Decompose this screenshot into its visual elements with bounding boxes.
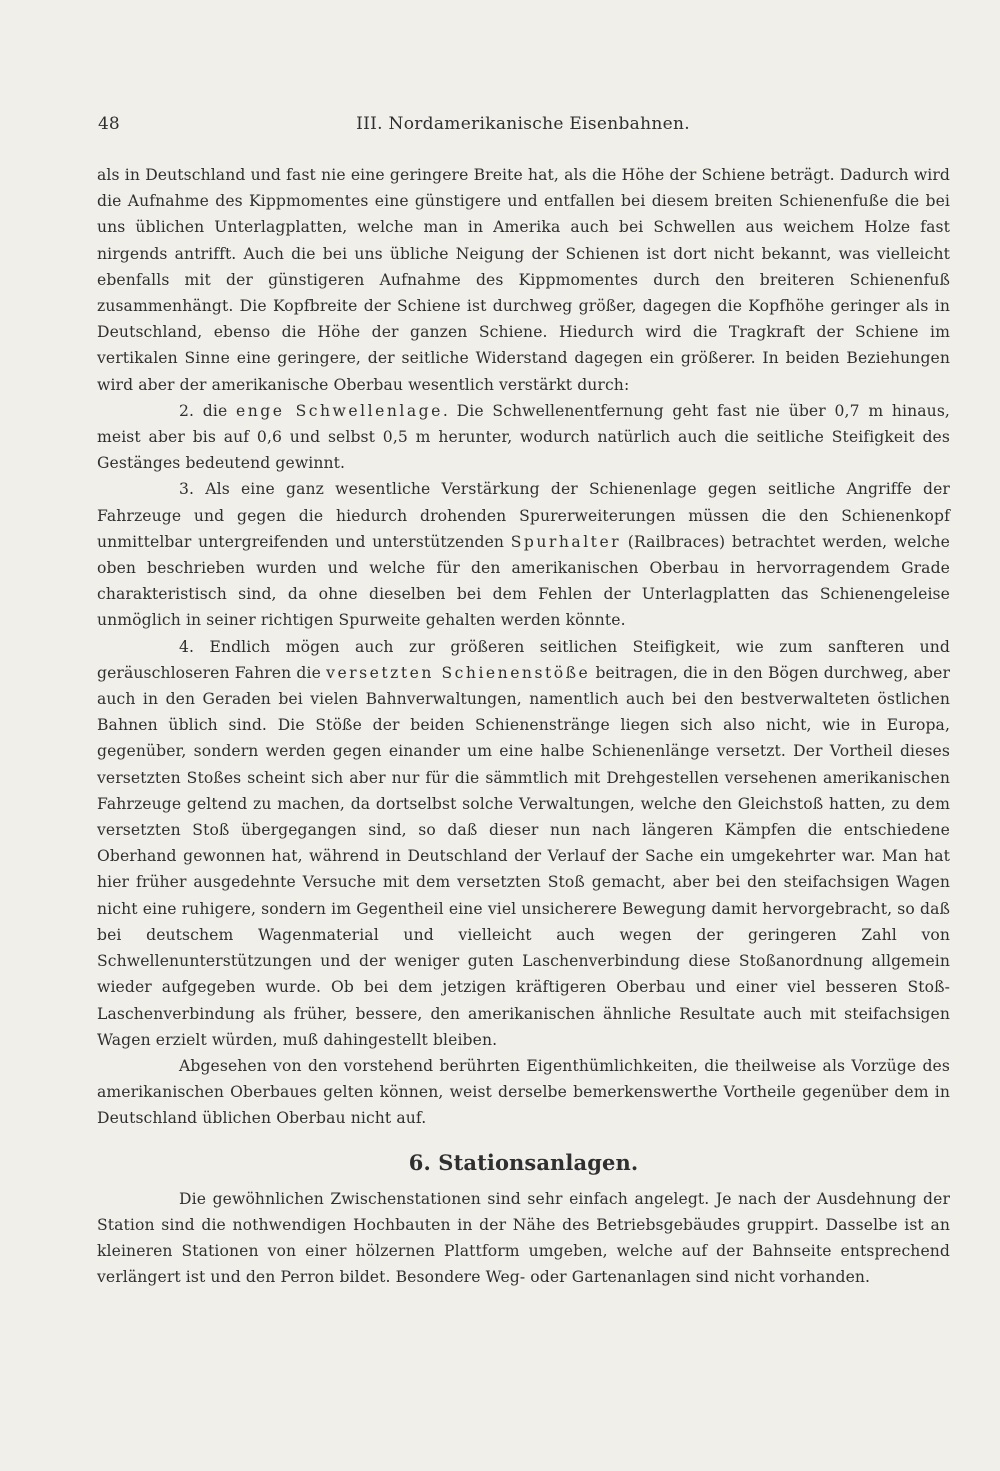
emphasis-spaced-text: enge Schwellenlage <box>236 401 443 420</box>
paragraph-point-2 <box>97 398 950 477</box>
paragraph-text: Abgesehen von den vorstehend berührten Eigenthümlichkeiten, die theilweise als Vorzüge des amerikanischen Oberbaues gelten können, weist derselbe bemerkenswerthe Vortheile gegenüber dem in Deutschland üblichen Oberbau nicht auf. <box>97 1056 950 1128</box>
paragraph-text: 3. Als eine ganz wesentliche Verstärkung der Schienenlage gegen seitliche Angriffe der Fahrzeuge und gegen die hiedurch drohenden Spurerweiterungen müssen die den Schienenkopf unmittelbar untergreifenden und unterstützenden <box>97 480 950 551</box>
paragraph-text: 2. die <box>179 401 236 420</box>
paragraph-stations <box>97 1186 950 1291</box>
emphasis-spaced-text: Spurhalter <box>510 532 622 551</box>
paragraph-text: . Die Schwellenentfernung geht fast nie über 0,7 m hinaus, meist aber bis auf 0,6 und selbst 0,5 m herunter, wodurch natürlich auch die seitliche Steifigkeit des Gestänges bedeutend gewinnt. <box>97 401 950 473</box>
section-heading: 6. Stationsanlagen. <box>408 1149 639 1175</box>
paragraph-text: als in Deutschland und fast nie eine geringere Breite hat, als die Höhe der Schiene beträgt. Dadurch wird die Aufnahme des Kippmomentes eine günstigere und entfallen bei diesem breiten Schienenfuße die bei uns üblichen Unterlagplatten, welche man in Amerika auch bei Schwellen aus weichem Holze fast nirgends antrifft. Auch die bei uns übliche Neigung der Schienen ist dort nicht bekannt, was vielleicht ebenfalls mit der günstigeren Aufnahme des Kippmomentes durch den breiteren Schienenfuß zusammenhängt. Die Kopfbreite der Schiene ist durchweg größer, dagegen die Kopfhöhe geringer als in Deutschland, ebenso die Höhe der ganzen Schiene. Hiedurch wird die Tragkraft der Schiene im vertikalen Sinne eine geringere, der seitliche Widerstand dagegen ein größerer. In beiden Beziehungen wird aber der amerikanische Oberbau wesentlich verstärkt durch: <box>97 166 950 394</box>
paragraph-text: beitragen, die in den Bögen durchweg, aber auch in den Geraden bei vielen Bahnverwaltungen, namentlich auch bei den bestverwalteten östlichen Bahnen üblich sind. Die Stöße der beiden Schienenstränge liegen sich also nicht, wie in Europa, gegenüber, sondern werden gegen einander um eine halbe Schienenlänge versetzt. Der Vortheil dieses versetzten Stoßes scheint sich aber nur für die sämmtlich mit Drehgestellen versehenen amerikanischen Fahrzeuge geltend zu machen, da dortselbst solche Verwaltungen, welche den Gleichstoß hatten, zu dem versetzten Stoß übergegangen sind, so daß dieser nun nach längeren Kämpfen die entschiedene Oberhand gewonnen hat, während in Deutschland der Verlauf der Sache ein umgekehrter war. Man hat hier früher ausgedehnte Versuche mit dem versetzten Stoß gemacht, aber bei den steifachsigen Wagen nicht eine ruhigere, sondern im Gegentheil eine viel unsicherere Bewegung damit hervorgebracht, so daß bei deutschem Wagenmaterial und vielleicht auch wegen der geringeren Zahl von Schwellenunterstützungen und der weniger guten Laschenverbindung diese Stoßanordnung allgemein wieder aufgegeben wurde. Ob bei dem jetzigen kräftigeren Oberbau und einer viel besseren Stoß-Laschenverbindung als früher, bessere, den amerikanischen ähnliche Resultate auch mit steifachsigen Wagen erzielt würden, muß dahingestellt bleiben. <box>97 663 950 1049</box>
page-number: 48 <box>98 114 120 134</box>
page-header <box>98 114 948 140</box>
paragraph-continuation <box>97 162 950 398</box>
paragraph-point-3 <box>97 476 950 633</box>
paragraph-point-4 <box>97 634 950 1053</box>
paragraph-summary <box>97 1053 950 1132</box>
paragraph-text: Die gewöhnlichen Zwischenstationen sind sehr einfach angelegt. Je nach der Ausdehnung der Station sind die nothwendigen Hochbauten in der Nähe des Betriebsgebäudes gruppirt. Dasselbe ist an kleineren Stationen von einer hölzernen Plattform umgeben, welche auf der Bahnseite entsprechend verlängert ist und den Perron bildet. Besondere Weg- oder Gartenanlagen sind nicht vorhanden. <box>97 1189 950 1287</box>
emphasis-spaced-text: versetzten Schienenstöße <box>326 663 591 682</box>
paragraph-text: (Railbraces) betrachtet werden, welche oben beschrieben wurden und welche für den amerikanischen Oberbau in hervorragendem Grade charakteristisch sind, da ohne dieselben bei dem Fehlen der Unterlagplatten das Schienengeleise unmöglich in seiner richtigen Spurweite gehalten werden könnte. <box>97 532 950 630</box>
running-head: III. Nordamerikanische Eisenbahnen. <box>356 114 690 134</box>
body-text <box>97 162 950 1290</box>
paragraph-text: 4. Endlich mögen auch zur größeren seitlichen Steifigkeit, wie zum sanfteren und geräuschloseren Fahren die <box>97 637 950 682</box>
